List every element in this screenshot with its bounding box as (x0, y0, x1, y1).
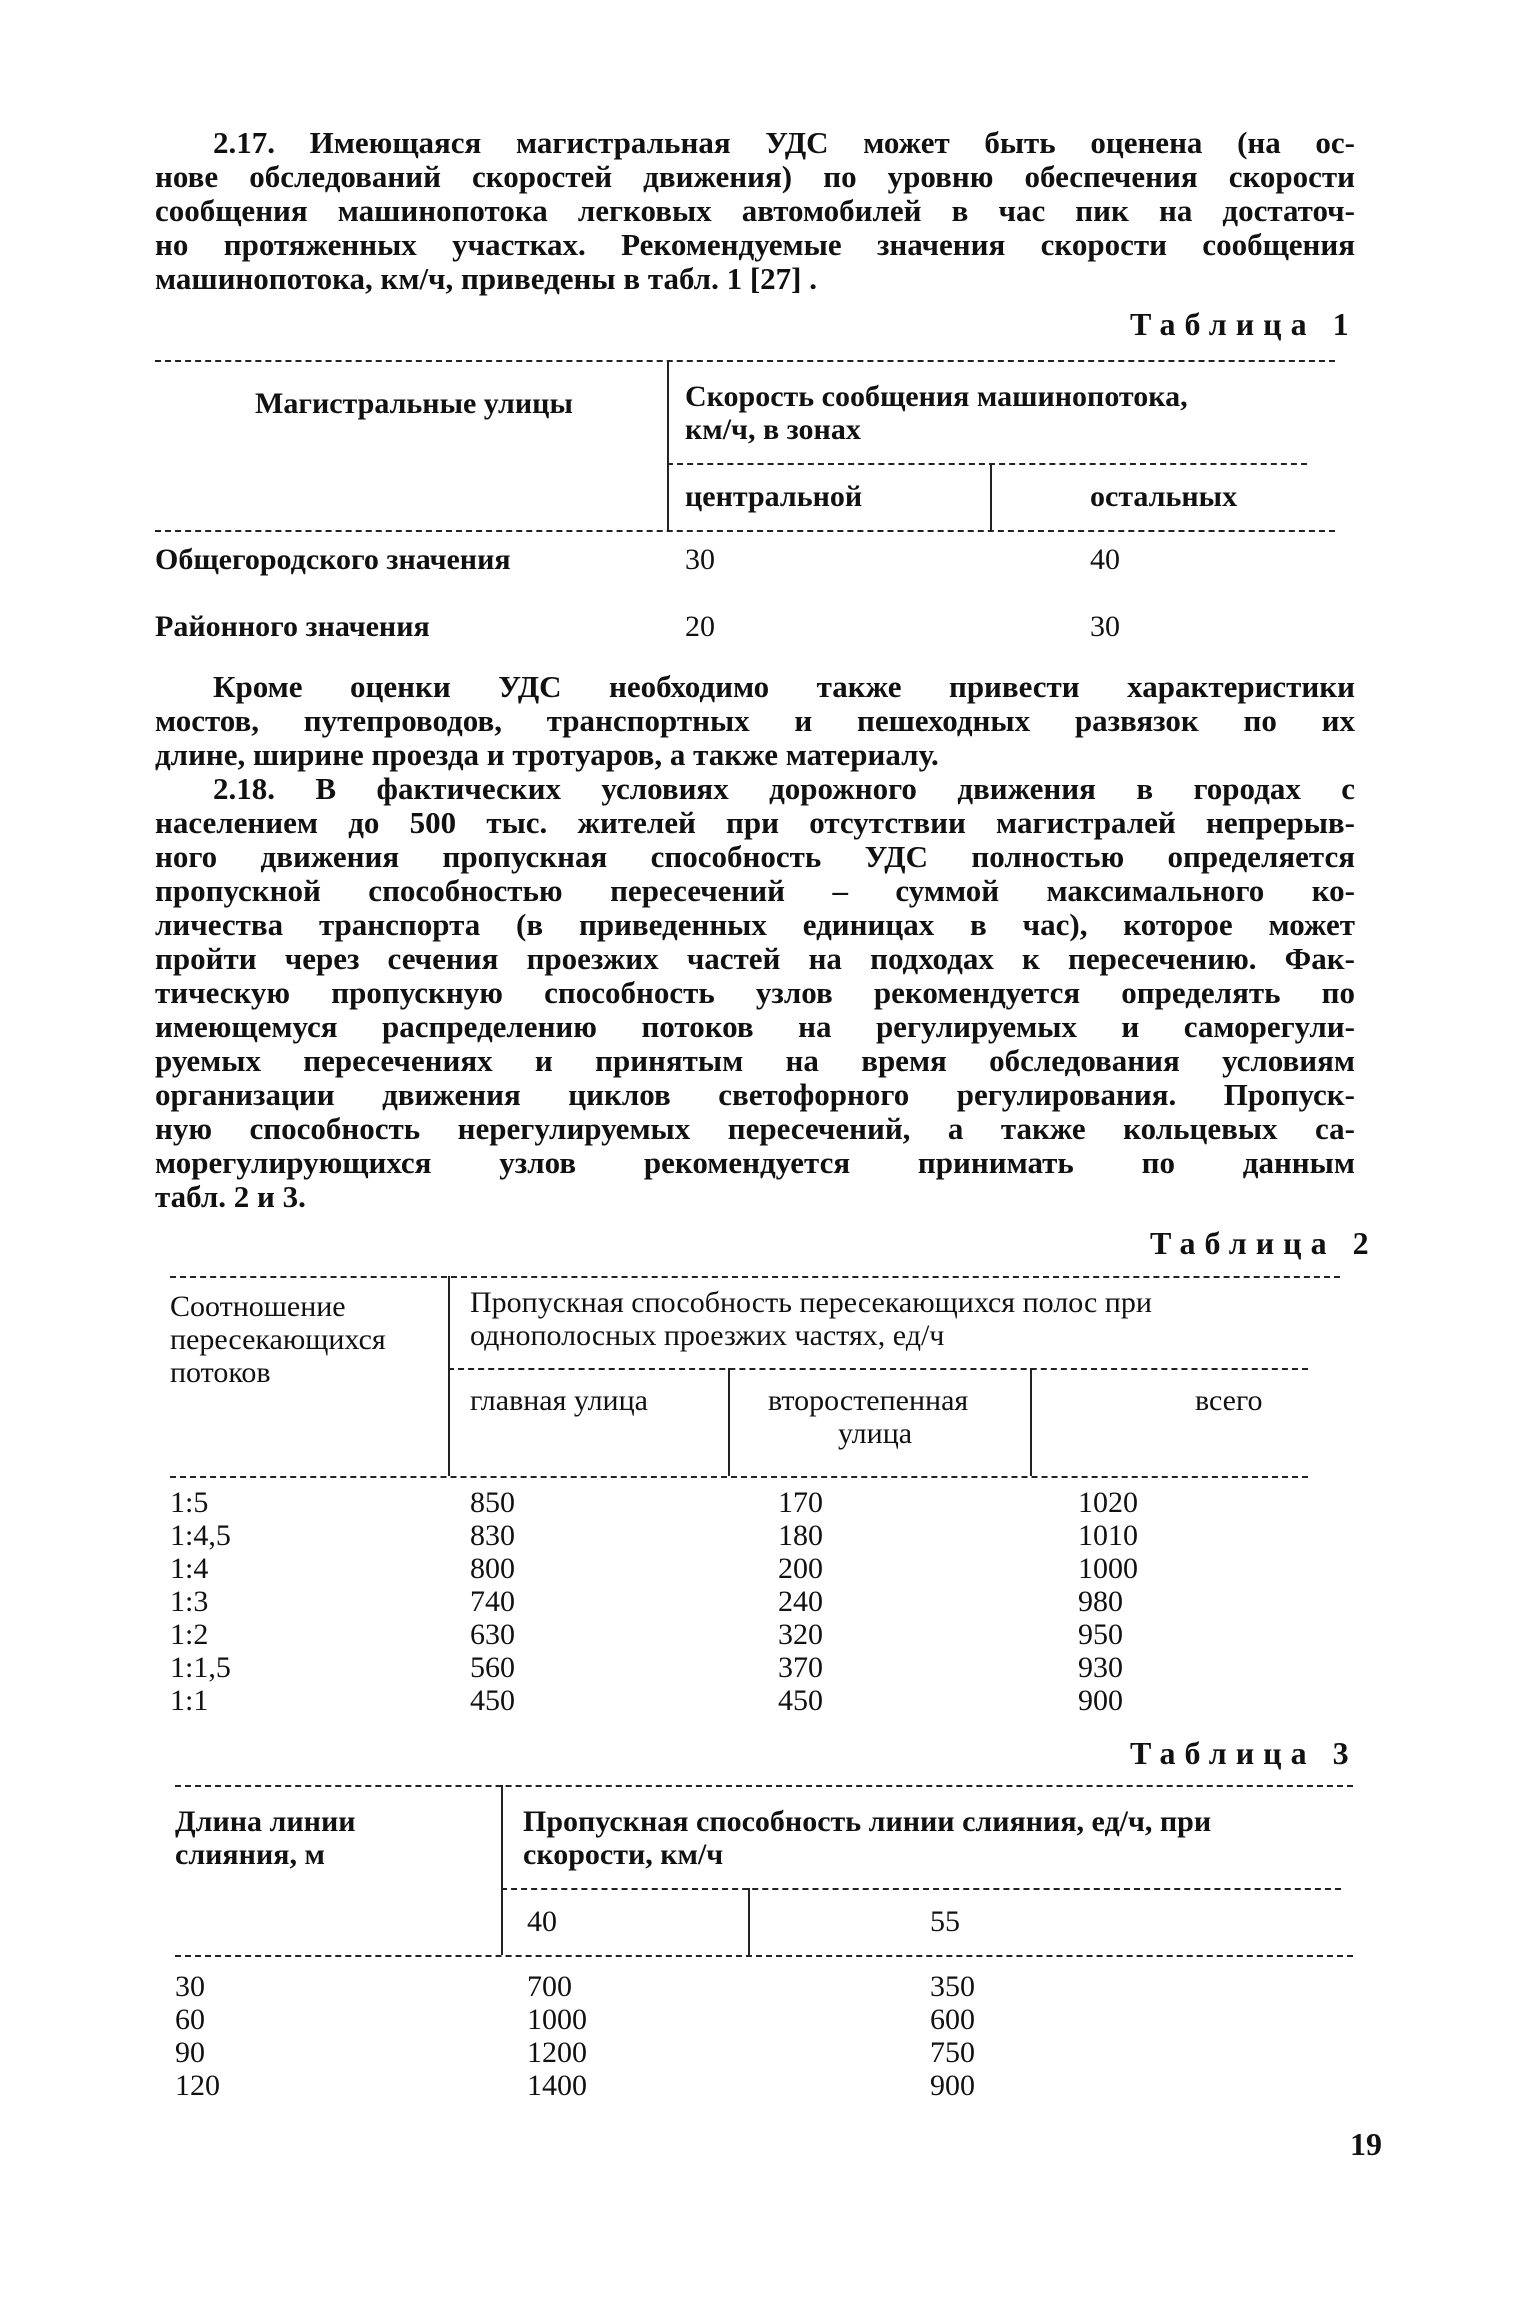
table-cell: 240 (778, 1585, 823, 1618)
table-2-caption: Таблица 2 (1150, 1225, 1378, 1261)
table-cell: 1:4 (170, 1552, 209, 1585)
column-header-secondary-street: второстепенная (768, 1384, 969, 1417)
column-header-total: всего (1195, 1384, 1263, 1417)
table-cell: 1:3 (170, 1585, 209, 1618)
paragraph-2-17 (155, 126, 1355, 296)
table-cell: 560 (470, 1651, 515, 1684)
table-rule (990, 463, 992, 530)
table-rule (501, 1888, 1341, 1890)
table-1-caption: Таблица 1 (1130, 306, 1358, 342)
table-2 (170, 1276, 1370, 1721)
table-rule (748, 1888, 750, 1955)
text-line: нове обследований скоростей движения) по уровню обеспечения скорости (155, 159, 1355, 194)
table-cell: 830 (470, 1519, 515, 1552)
table-rule (667, 463, 1307, 465)
text-line: тическую пропускную способность узлов рекомендуется определять по (155, 975, 1355, 1010)
page-number: 19 (1350, 2126, 1382, 2162)
table-cell: 350 (930, 1970, 975, 2003)
table-cell: 90 (175, 2036, 205, 2069)
text-line: руемых пересечениях и принятым на время обследования условиям (155, 1043, 1355, 1078)
text-line: организации движения циклов светофорного регулирования. Пропуск- (155, 1077, 1355, 1112)
table-cell: 700 (527, 1970, 572, 2003)
column-group-header: Скорость сообщения машинопотока, (685, 380, 1188, 413)
column-header-other: остальных (1090, 480, 1238, 513)
table-cell: 30 (1090, 610, 1120, 643)
table-cell: 20 (685, 610, 715, 643)
table-cell: 370 (778, 1651, 823, 1684)
table-cell: 30 (175, 1970, 205, 2003)
text-line: Кроме оценки УДС необходимо также привести характеристики (213, 669, 1355, 704)
table-cell: 1:5 (170, 1486, 209, 1519)
table-cell: 1000 (1078, 1552, 1138, 1585)
table-cell: 980 (1078, 1585, 1123, 1618)
table-cell: 1:4,5 (170, 1519, 231, 1552)
table-cell: 180 (778, 1519, 823, 1552)
table-cell: 30 (685, 543, 715, 576)
column-header-ratio: Соотношение (170, 1290, 346, 1323)
column-header-streets: Магистральные улицы (255, 387, 573, 420)
table-rule (175, 1955, 1353, 1957)
table-rule (155, 530, 1335, 532)
table-cell: 1000 (527, 2003, 587, 2036)
text-line: населением до 500 тыс. жителей при отсутствии магистралей непрерыв- (155, 805, 1355, 840)
column-group-header: однополосных проезжих частях, ед/ч (470, 1319, 945, 1352)
text-line: табл. 2 и 3. (155, 1179, 306, 1214)
table-rule (155, 360, 1335, 362)
column-group-header: Пропускная способность пересекающихся полос при (470, 1286, 1152, 1319)
text-line: ного движения пропускная способность УДС полностью определяется (155, 839, 1355, 874)
table-cell: 950 (1078, 1618, 1123, 1651)
column-header-central: центральной (685, 480, 863, 513)
table-rule (170, 1476, 1308, 1478)
table-rule (667, 360, 669, 530)
column-header-ratio: потоков (170, 1356, 271, 1389)
paragraph-bridges (155, 670, 1355, 772)
table-cell: 1:1,5 (170, 1651, 231, 1684)
table-cell: 630 (470, 1618, 515, 1651)
table-cell: 930 (1078, 1651, 1123, 1684)
table-rule (175, 1785, 1353, 1787)
column-header-merge-length: слияния, м (175, 1838, 325, 1871)
text-line: ную способность нерегулируемых пересечений, а также кольцевых са- (155, 1111, 1355, 1146)
table-cell: 170 (778, 1486, 823, 1519)
table-rule (448, 1276, 450, 1476)
text-line: длине, ширине проезда и тротуаров, а также материалу. (155, 737, 939, 772)
table-rule (1030, 1368, 1032, 1476)
table-cell: Районного значения (155, 610, 430, 643)
text-line: пропускной способностью пересечений – суммой максимального ко- (155, 873, 1355, 908)
table-cell: 1:2 (170, 1618, 209, 1651)
table-3 (175, 1785, 1355, 2115)
text-line: 2.17. Имеющаяся магистральная УДС может быть оценена (на ос- (213, 125, 1355, 160)
column-group-header: скорости, км/ч (523, 1838, 724, 1871)
text-line: но протяженных участках. Рекомендуемые значения скорости сообщения (155, 227, 1355, 262)
table-cell: 320 (778, 1618, 823, 1651)
table-1 (155, 360, 1360, 660)
text-line: 2.18. В фактических условиях дорожного движения в городах с (213, 771, 1355, 806)
column-header-secondary-street: улица (838, 1417, 913, 1450)
table-cell: 40 (1090, 543, 1120, 576)
table-cell: 850 (470, 1486, 515, 1519)
table-cell: 450 (778, 1684, 823, 1717)
table-3-caption: Таблица 3 (1130, 1735, 1358, 1771)
column-header-ratio: пересекающихся (170, 1323, 386, 1356)
table-cell: 1400 (527, 2069, 587, 2102)
text-line: сообщения машинопотока легковых автомобилей в час пик на достаточ- (155, 193, 1355, 228)
table-cell: 750 (930, 2036, 975, 2069)
table-rule (501, 1785, 503, 1955)
table-cell: 1010 (1078, 1519, 1138, 1552)
text-line: мостов, путепроводов, транспортных и пешеходных развязок по их (155, 703, 1355, 738)
column-header-speed-40: 40 (527, 1905, 557, 1938)
table-cell: 1:1 (170, 1684, 209, 1717)
table-cell: 450 (470, 1684, 515, 1717)
table-cell: 800 (470, 1552, 515, 1585)
table-cell: Общегородского значения (155, 543, 511, 576)
column-header-speed-55: 55 (930, 1905, 960, 1938)
table-rule (728, 1368, 730, 1476)
column-header-main-street: главная улица (470, 1384, 648, 1417)
text-line: личества транспорта (в приведенных единицах в час), которое может (155, 907, 1355, 942)
table-cell: 740 (470, 1585, 515, 1618)
table-rule (448, 1368, 1308, 1370)
text-line: пройти через сечения проезжих частей на подходах к пересечению. Фак- (155, 941, 1355, 976)
paragraph-2-18 (155, 772, 1355, 1214)
table-cell: 1020 (1078, 1486, 1138, 1519)
column-group-header: км/ч, в зонах (685, 413, 861, 446)
table-cell: 900 (930, 2069, 975, 2102)
table-cell: 900 (1078, 1684, 1123, 1717)
text-line: машинопотока, км/ч, приведены в табл. 1 [27] . (155, 261, 817, 296)
table-cell: 200 (778, 1552, 823, 1585)
text-line: имеющемуся распределению потоков на регулируемых и саморегули- (155, 1009, 1355, 1044)
table-cell: 1200 (527, 2036, 587, 2069)
table-cell: 120 (175, 2069, 220, 2102)
text-line: морегулирующихся узлов рекомендуется принимать по данным (155, 1145, 1355, 1180)
table-rule (170, 1276, 1340, 1278)
column-header-merge-length: Длина линии (175, 1805, 356, 1838)
table-cell: 60 (175, 2003, 205, 2036)
column-group-header: Пропускная способность линии слияния, ед/ч, при (523, 1805, 1212, 1838)
table-cell: 600 (930, 2003, 975, 2036)
